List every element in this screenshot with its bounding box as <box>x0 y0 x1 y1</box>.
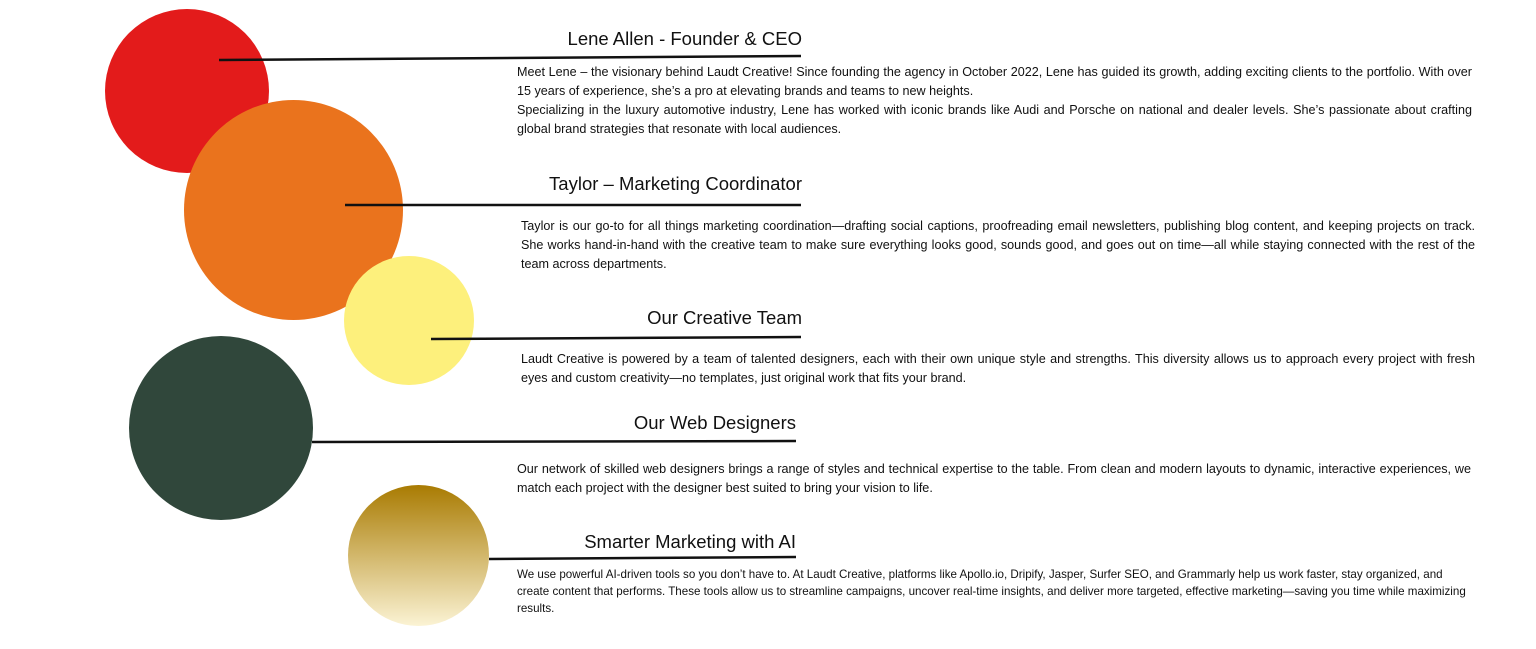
section-title-creative-team: Our Creative Team <box>647 307 802 328</box>
green-circle <box>129 336 313 520</box>
connector-line-lene <box>219 56 801 60</box>
connector-line-creative <box>431 337 801 339</box>
connector-line-web <box>312 441 796 442</box>
connector-line-ai <box>489 557 796 559</box>
yellow-circle <box>344 256 474 385</box>
section-title-lene: Lene Allen - Founder & CEO <box>567 28 802 49</box>
section-paragraph: Our network of skilled web designers brings a range of styles and technical expertise to the table. From clean and modern layouts to dynamic, interactive experiences, we match each project with the designer best suited to bring your vision to life. <box>517 462 1471 495</box>
section-paragraph: Laudt Creative is powered by a team of talented designers, each with their own unique style and strengths. This diversity allows us to approach every project with fresh eyes and custom creativity—no templates, just original work that fits your brand. <box>521 352 1475 385</box>
section-text-ai-marketing <box>517 566 1472 617</box>
gold-circle <box>348 485 489 626</box>
section-paragraph: Taylor is our go-to for all things marketing coordination—drafting social captions, proofreading email newsletters, publishing blog content, and keeping projects on track. She works hand-in-hand with the creative team to make sure everything looks good, sounds good, and goes out on time—all while staying connected with the rest of the team across departments. <box>521 219 1475 271</box>
section-title-taylor: Taylor – Marketing Coordinator <box>549 173 802 194</box>
section-text-lene <box>517 63 1472 139</box>
section-paragraph: Specializing in the luxury automotive industry, Lene has worked with iconic brands like Audi and Porsche on national and dealer levels. She’s passionate about crafting global brand strategies that resonate with local audiences. <box>517 103 1472 136</box>
section-text-taylor <box>521 217 1475 274</box>
section-text-creative-team <box>521 350 1475 388</box>
section-paragraph: Meet Lene – the visionary behind Laudt Creative! Since founding the agency in October 2022, Lene has guided its growth, adding exciting clients to the portfolio. With over 15 years of experience, she’s a pro at elevating brands and teams to new heights. <box>517 65 1472 98</box>
section-title-web-designers: Our Web Designers <box>633 412 796 433</box>
section-paragraph: We use powerful AI-driven tools so you don’t have to. At Laudt Creative, platforms like Apollo.io, Dripify, Jasper, Surfer SEO, and Grammarly help us work faster, stay organized, and create content that performs. These tools allow us to streamline campaigns, uncover real-time insights, and deliver more targeted, effective marketing—saving you time while maximizing results. <box>517 568 1466 615</box>
section-text-web-designers <box>517 460 1471 498</box>
section-title-ai-marketing: Smarter Marketing with AI <box>584 531 796 552</box>
